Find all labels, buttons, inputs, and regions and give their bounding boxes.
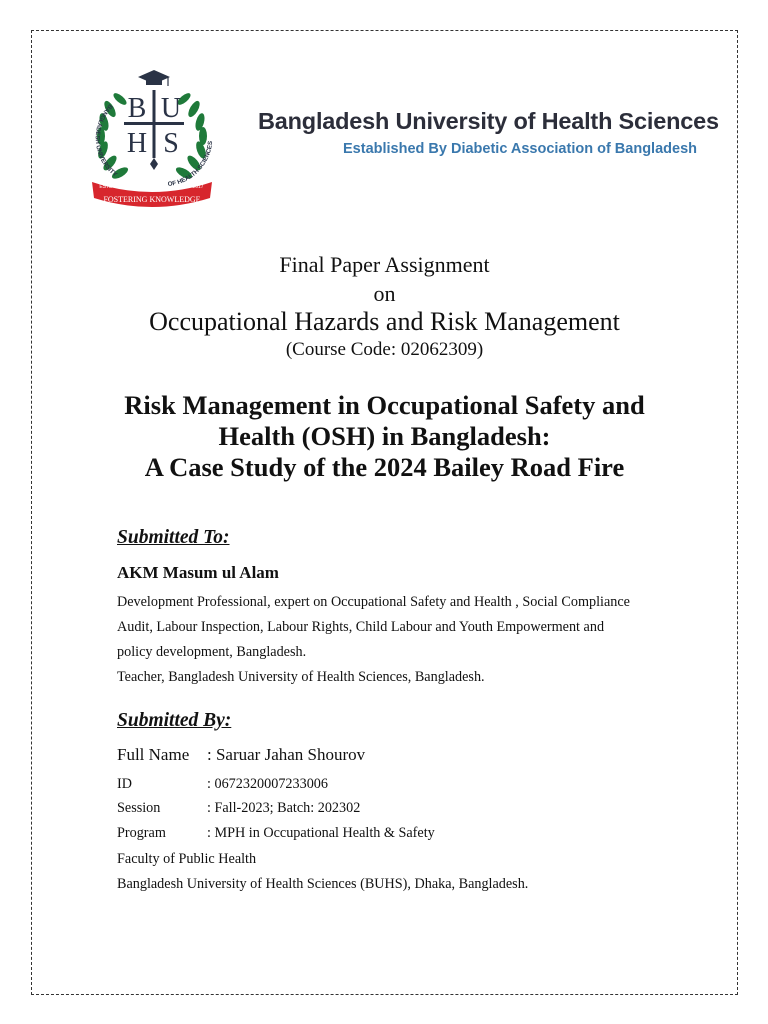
paper-title-line-3: A Case Study of the 2024 Bailey Road Fire — [144, 452, 625, 482]
field-label: Full Name — [117, 745, 190, 764]
laurel-left-icon — [93, 91, 130, 181]
logo-estd-text: ESTD — [99, 184, 113, 190]
course-name: Occupational Hazards and Risk Management — [149, 307, 620, 336]
field-value: : 0672320007233006 — [207, 776, 328, 792]
field-value: : Fall-2023; Batch: 202302 — [207, 800, 361, 816]
field-value: : MPH in Occupational Health & Safety — [207, 825, 435, 841]
advisor-name: AKM Masum ul Alam — [117, 563, 279, 582]
university-tagline: Established By Diabetic Association of Bangladesh — [343, 141, 697, 157]
advisor-line: Audit, Labour Inspection, Labour Rights, Child Labour and Youth Empowerment and — [117, 619, 605, 635]
logo-letter-s: S — [163, 128, 179, 159]
logo-letter-b: B — [127, 93, 147, 124]
submitted-to-heading: Submitted To: — [117, 527, 230, 548]
advisor-line: Teacher, Bangladesh University of Health Sciences, Bangladesh. — [117, 669, 485, 685]
advisor-line: Development Professional, expert on Occupational Safety and Health , Social Compliance — [117, 594, 630, 610]
faculty-name: Faculty of Public Health — [117, 851, 257, 867]
advisor-line: policy development, Bangladesh. — [117, 644, 307, 660]
course-code: (Course Code: 02062309) — [285, 339, 484, 360]
graduation-cap-icon — [138, 70, 170, 86]
logo-letter-h: H — [126, 128, 148, 159]
logo-arc-text: BANGLADESH UNIVERSITY — [93, 102, 119, 179]
field-label: Session — [117, 800, 161, 816]
institution-name: Bangladesh University of Health Sciences (BUHS), Dhaka, Bangladesh. — [117, 876, 529, 892]
paper-title-line-2: Health (OSH) in Bangladesh: — [218, 421, 551, 451]
logo-letter-u: U — [160, 93, 182, 124]
assignment-on: on — [373, 281, 396, 306]
logo-year-text: 2017 — [192, 184, 204, 190]
paper-title-line-1: Risk Management in Occupational Safety and — [124, 390, 645, 420]
submitted-by-heading: Submitted By: — [117, 710, 232, 731]
buhs-logo — [80, 64, 224, 214]
field-label: ID — [117, 776, 132, 792]
field-value: : Saruar Jahan Shourov — [207, 745, 366, 764]
assignment-title: Final Paper Assignment — [279, 252, 490, 277]
university-name: Bangladesh University of Health Sciences — [258, 108, 719, 134]
field-label: Program — [117, 825, 166, 841]
svg-text:OF HEALTH SCIENCES: OF HEALTH SCIENCES — [167, 140, 215, 189]
logo-ribbon-text: FOSTERING KNOWLEDGE — [103, 195, 201, 204]
